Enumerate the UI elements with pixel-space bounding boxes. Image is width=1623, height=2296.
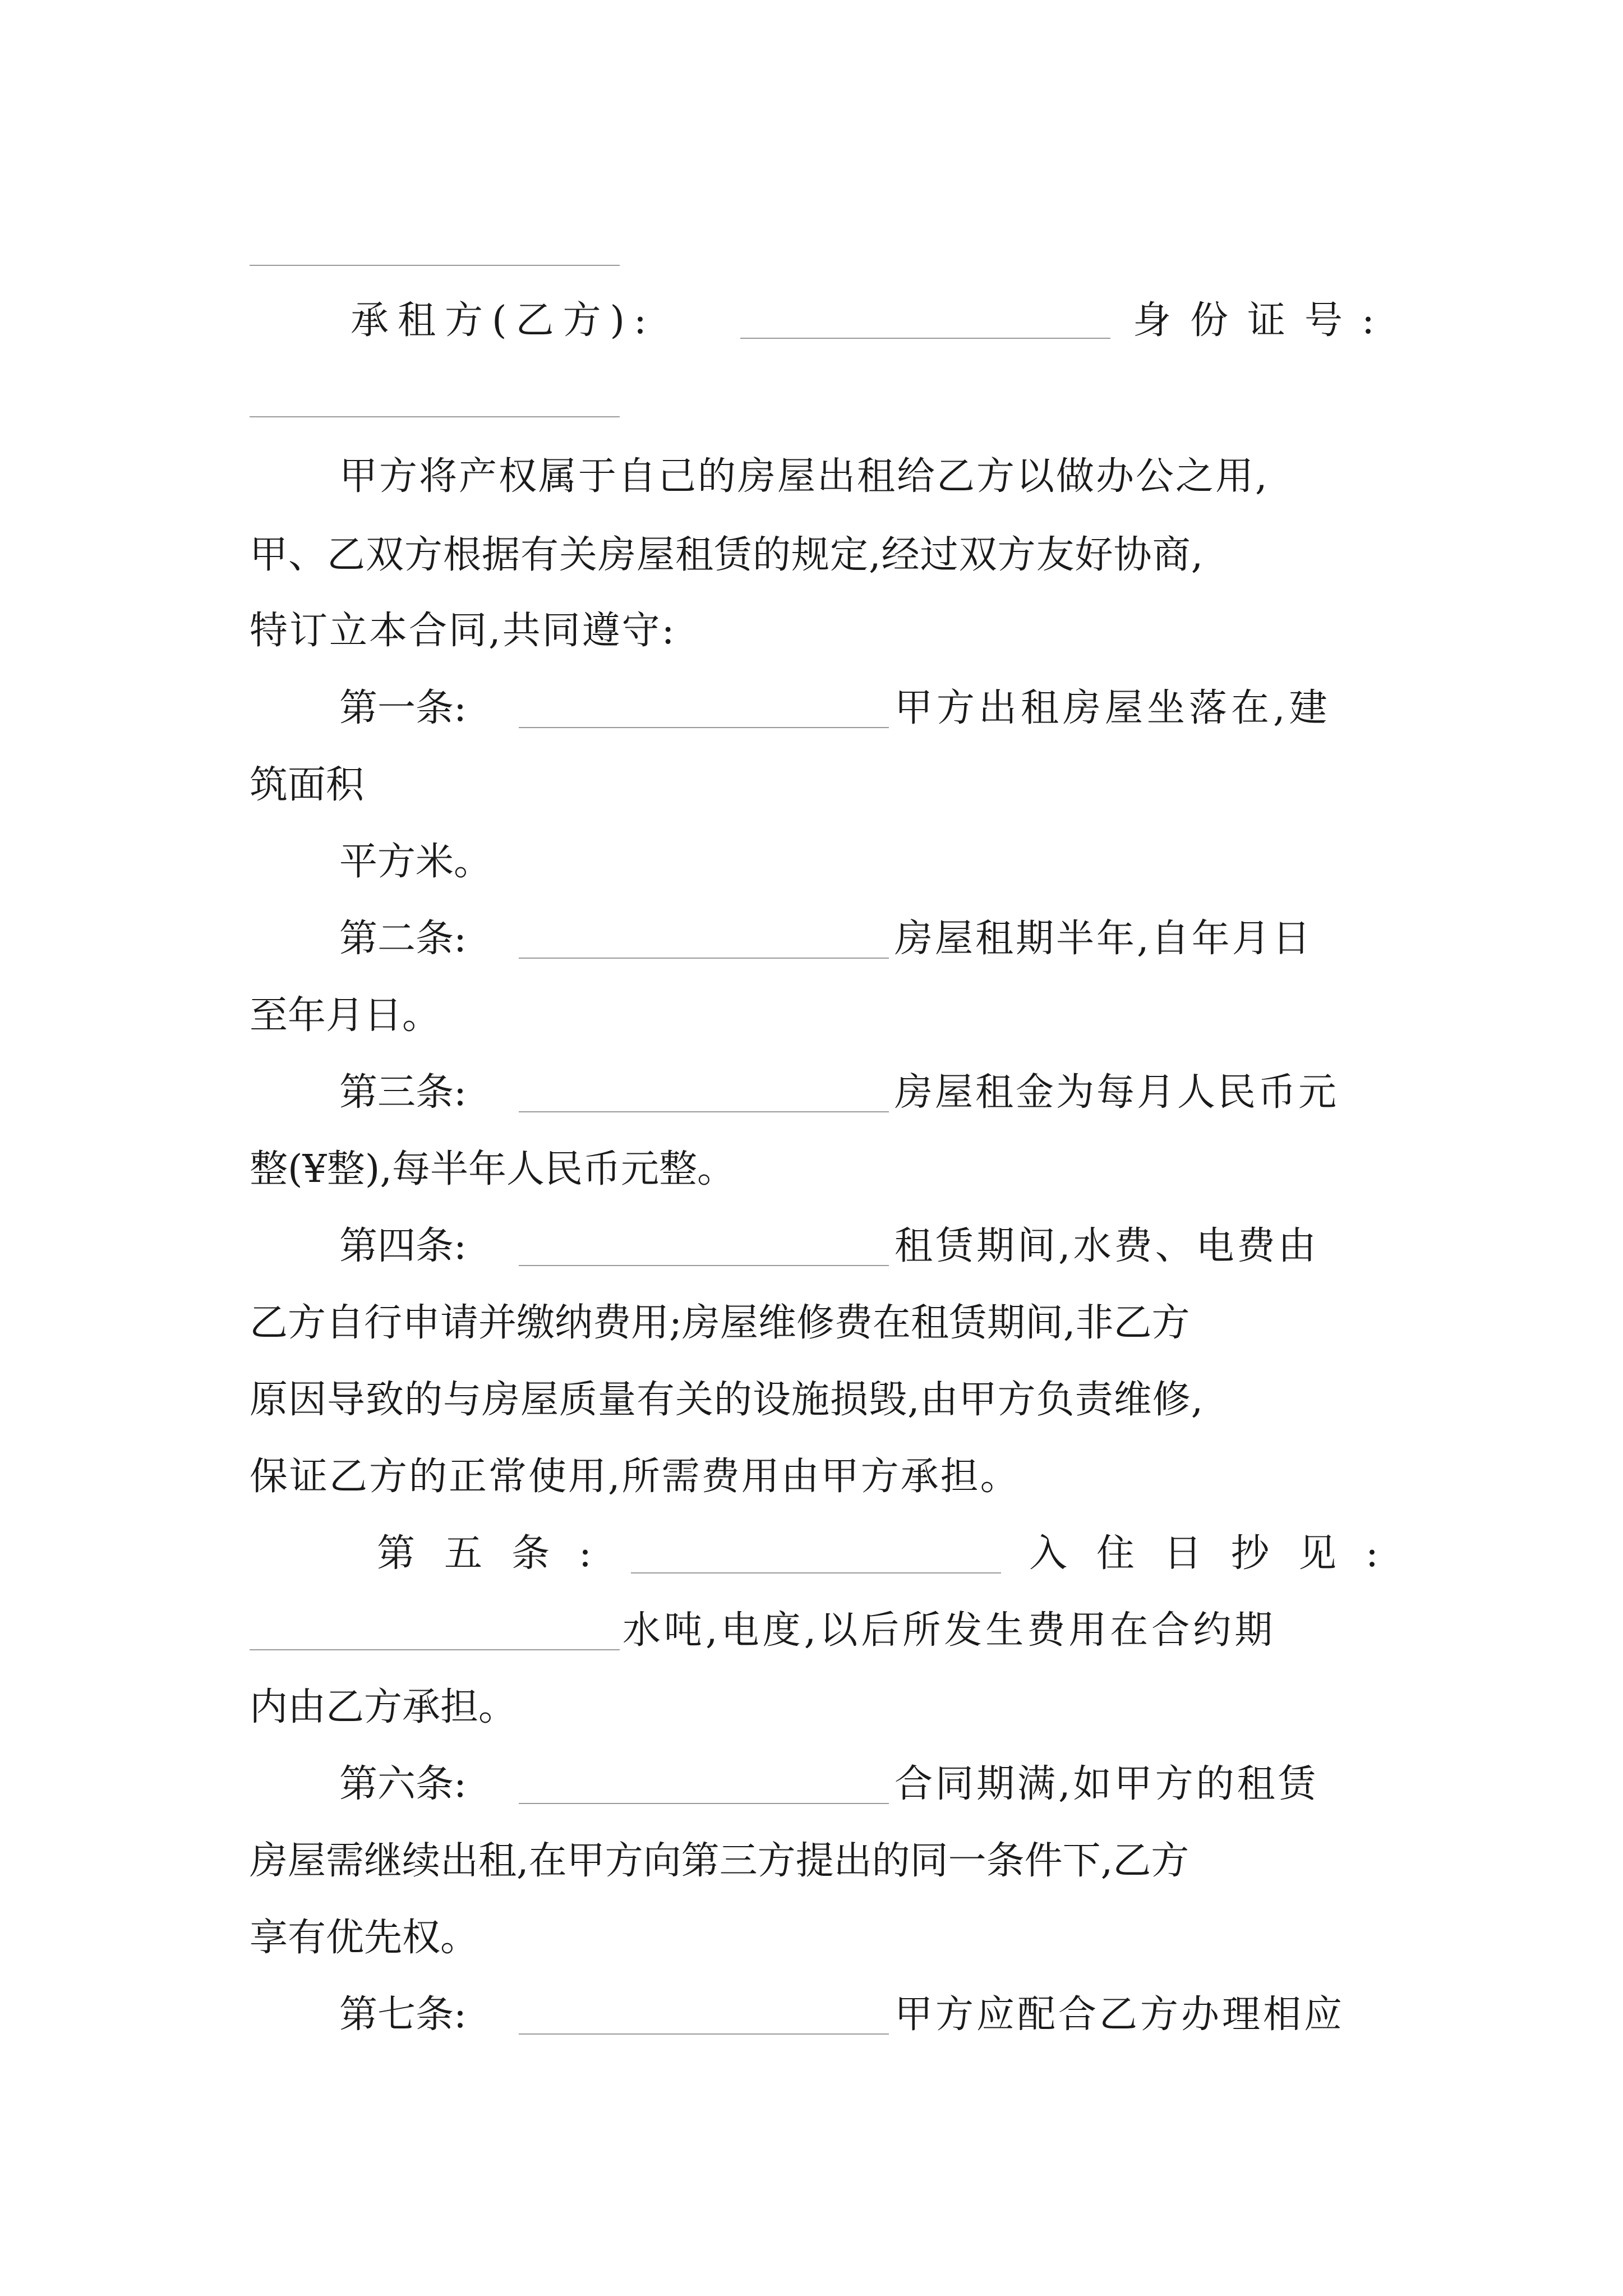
article-5-reading-blank — [250, 1649, 620, 1650]
article-5-text: 内由乙方承担。 — [250, 1685, 517, 1729]
article-6-text: 合同期满,如甲方的租赁 — [895, 1762, 1319, 1806]
article-3-text: 房屋租金为每月人民币元 — [895, 1070, 1339, 1115]
article-2-blank — [519, 958, 889, 959]
article-4-text: 原因导致的与房屋质量有关的设施损毁,由甲方负责维修, — [250, 1378, 1204, 1422]
blank-line — [250, 265, 620, 266]
article-1-blank — [519, 727, 889, 728]
article-3-text: 整(¥整),每半年人民币元整。 — [250, 1147, 735, 1191]
tenant-name-blank — [740, 338, 1110, 339]
article-1-text: 甲方出租房屋坐落在,建 — [895, 686, 1331, 730]
article-7-text: 甲方应配合乙方办理相应 — [895, 1993, 1345, 2037]
article-4-label: 第四条: — [339, 1224, 467, 1268]
article-6-text: 享有优先权。 — [250, 1916, 479, 1960]
article-4-blank — [519, 1265, 889, 1266]
article-1-label: 第一条: — [339, 686, 467, 730]
article-5-tail: 入住日抄见: — [1029, 1531, 1408, 1576]
article-4-text: 保证乙方的正常使用,所需费用由甲方承担。 — [250, 1455, 1020, 1499]
article-2-text: 房屋租期半年,自年月日 — [895, 917, 1313, 961]
article-6-label: 第六条: — [339, 1762, 467, 1806]
intro-line: 甲方将产权属于自己的房屋出租给乙方以做办公之用, — [339, 454, 1269, 499]
tenant-label: 承租方(乙方): — [351, 298, 656, 343]
article-4-text: 乙方自行申请并缴纳费用;房屋维修费在租赁期间,非乙方 — [250, 1301, 1190, 1345]
article-2-label: 第二条: — [339, 917, 467, 961]
article-1-text: 筑面积 — [250, 763, 365, 807]
intro-line: 特订立本合同,共同遵守: — [250, 609, 676, 653]
article-6-blank — [519, 1803, 889, 1804]
article-7-blank — [519, 2033, 889, 2035]
article-5-label: 第五条: — [377, 1531, 621, 1576]
article-2-text: 至年月日。 — [250, 993, 441, 1038]
article-1-text: 平方米。 — [339, 840, 492, 884]
article-5-blank — [631, 1572, 1001, 1573]
intro-line: 甲、乙双方根据有关房屋租赁的规定,经过双方友好协商, — [250, 533, 1204, 577]
article-4-text: 租赁期间,水费、电费由 — [895, 1224, 1319, 1268]
tenant-id-label: 身份证号: — [1133, 298, 1394, 343]
article-7-label: 第七条: — [339, 1993, 467, 2037]
article-3-label: 第三条: — [339, 1070, 467, 1115]
tenant-id-blank — [250, 416, 620, 417]
article-6-text: 房屋需继续出租,在甲方向第三方提出的同一条件下,乙方 — [250, 1839, 1189, 1883]
article-3-blank — [519, 1111, 889, 1112]
article-5-text: 水吨,电度,以后所发生费用在合约期 — [623, 1608, 1276, 1653]
